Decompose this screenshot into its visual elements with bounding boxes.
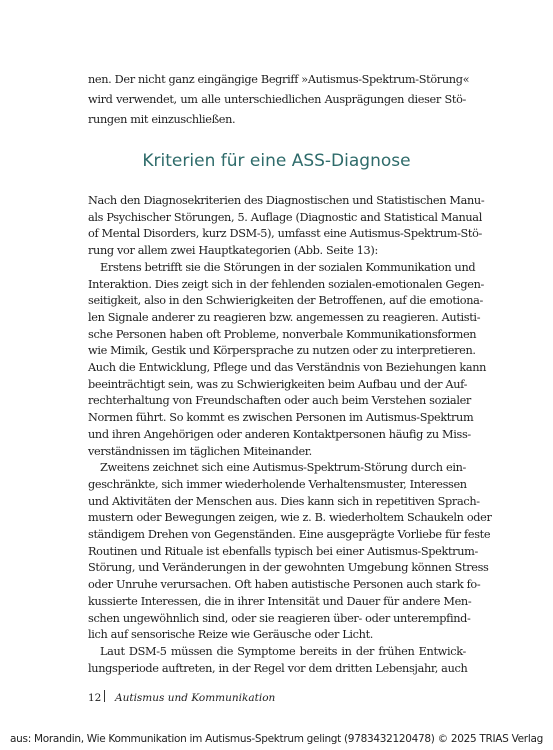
text-line: schen ungewöhnlich sind, oder sie reagieren über- oder unterempfind- [88, 611, 471, 625]
text-line: sche Personen haben oft Probleme, nonverbale Kommunikationsformen [88, 327, 477, 341]
text-line: rung vor allem zwei Hauptkategorien (Abb. Seite 13): [88, 244, 378, 258]
text-line: nen. Der nicht ganz eingängige Begriff »Autismus-Spektrum-Störung« [88, 73, 470, 86]
section-heading: Kriterien für eine ASS-Diagnose [142, 151, 411, 171]
source-credit: aus: Morandin, Wie Kommunikation im Autismus-Spektrum gelingt (9783432120478) © 2025 TRIAS Verlag [10, 733, 543, 745]
text-line: und Aktivitäten der Menschen aus. Dies kann sich in repetitiven Sprach- [88, 494, 480, 508]
text-line: geschränkte, sich immer wiederholende Verhaltensmuster, Interessen [88, 477, 467, 491]
text-line: oder Unruhe verursachen. Oft haben autistische Personen auch stark fo- [88, 578, 481, 592]
text-line: Störung, und Veränderungen in der gewohnten Umgebung können Stress [88, 561, 489, 575]
text-line: Routinen und Rituale ist ebenfalls typisch bei einer Autismus-Spektrum- [88, 544, 478, 558]
running-title: Autismus und Kommunikation [115, 692, 276, 704]
text-line: lungsperiode auftreten, in der Regel vor dem dritten Lebensjahr, auch [88, 661, 468, 675]
text-line: len Signale anderer zu reagieren bzw. angemessen zu reagieren. Autisti- [88, 310, 481, 324]
text-line: wie Mimik, Gestik und Körpersprache zu nutzen oder zu interpretieren. [88, 344, 476, 358]
text-line: und ihren Angehörigen oder anderen Kontaktpersonen häufig zu Miss- [88, 427, 471, 441]
text-line: Zweitens zeichnet sich eine Autismus-Spektrum-Störung durch ein- [100, 461, 466, 475]
text-line: rungen mit einzuschließen. [88, 113, 236, 126]
text-line: kussierte Interessen, die in ihrer Intensität und Dauer für andere Men- [88, 594, 472, 608]
text-line: mustern oder Bewegungen zeigen, wie z. B. wiederholtem Schaukeln oder [88, 511, 492, 525]
text-line: Laut DSM-5 müssen die Symptome bereits in der frühen Entwick- [100, 644, 466, 658]
text-line: Erstens betrifft sie die Störungen in der sozialen Kommunikation und [100, 260, 476, 274]
text-line: Interaktion. Dies zeigt sich in der fehlenden sozialen-emotionalen Gegen- [88, 277, 484, 291]
text-line: beeinträchtigt sein, was zu Schwierigkeiten beim Aufbau und der Auf- [88, 377, 468, 391]
text-line: Auch die Entwicklung, Pflege und das Verständnis von Beziehungen kann [88, 361, 487, 374]
text-line: seitigkeit, also in den Schwierigkeiten der Betroffenen, auf die emotiona- [88, 294, 484, 308]
text-line: als Psychischer Störungen, 5. Auflage (Diagnostic and Statistical Manual [88, 210, 482, 224]
footer-divider [104, 690, 105, 702]
text-line: rechterhaltung von Freundschaften oder auch beim Verstehen sozialer [88, 394, 471, 408]
text-line: wird verwendet, um alle unterschiedlichen Ausprägungen dieser Stö- [88, 93, 466, 106]
text-line: ständigem Drehen von Gegenständen. Eine ausgeprägte Vorliebe für feste [88, 528, 491, 541]
text-line: Nach den Diagnosekriterien des Diagnostischen und Statistischen Manu- [88, 194, 485, 207]
text-line: verständnissen im täglichen Miteinander. [88, 444, 312, 458]
page-number: 12 [88, 692, 102, 704]
text-line: of Mental Disorders, kurz DSM-5), umfasst eine Autismus-Spektrum-Stö- [88, 227, 483, 241]
text-line: lich auf sensorische Reize wie Geräusche oder Licht. [88, 628, 373, 642]
text-line: Normen führt. So kommt es zwischen Personen im Autismus-Spektrum [88, 411, 474, 425]
